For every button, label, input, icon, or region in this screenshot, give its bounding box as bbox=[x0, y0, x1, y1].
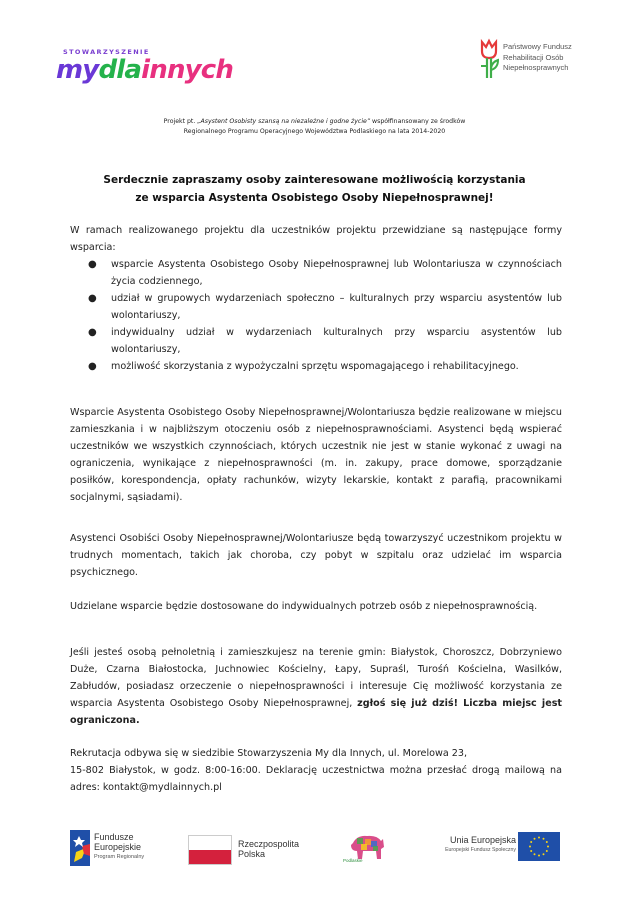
bullet-icon: ● bbox=[88, 293, 97, 304]
logo-fundusze-europejskie: Fundusze Europejskie Program Regionalny bbox=[70, 830, 90, 870]
support-list bbox=[70, 256, 562, 375]
eu-flag-icon bbox=[518, 832, 560, 861]
tulip-icon bbox=[478, 38, 500, 80]
bullet-icon: ● bbox=[88, 361, 97, 372]
contact-email-link[interactable]: kontakt@mydlainnych.pl bbox=[102, 782, 222, 793]
bison-icon bbox=[343, 833, 388, 861]
list-item: ● wsparcie Asystenta Osobistego Osoby Niepełnosprawnej lub Wolontariusza w czynnościach życia codziennego, bbox=[70, 256, 562, 290]
footer-logos: Fundusze Europejskie Program Regionalny Rzeczpospolita Polska Podlaskie Unia Europejska Europejski Fundusz Społeczny bbox=[0, 825, 629, 875]
logo-subtitle: STOWARZYSZENIE bbox=[63, 48, 150, 56]
intro-section bbox=[70, 222, 562, 375]
poland-flag-icon bbox=[188, 835, 232, 865]
intro-text: W ramach realizowanego projektu dla uczestników projektu przewidziane są następujące formy wsparcia: bbox=[70, 225, 562, 253]
paragraph-individual: Udzielane wsparcie będzie dostosowane do indywidualnych potrzeb osób z niepełnosprawnością. bbox=[70, 601, 538, 612]
paragraph-support-scope: Wsparcie Asystenta Osobistego Osoby Niepełnosprawnej/Wolontariusza będzie realizowane w miejscu zamieszkania i w najbliższym otoczeniu osób z niepełnosprawnościami. Asystenci będą wspierać uczestników we wszystkich czynnościach, których uczestnik nie jest w stanie wykonać z uwagi na ograniczenia, wynikające z niepełnosprawności (m. in. zakupy, prace domowe, sporządzanie posiłków, korespondencja, opłaty rachunków, wizyty lekarskie, kontakt z parafią, pracownikami socjalnymi, sąsiadami). bbox=[70, 407, 562, 503]
paragraph-recruitment: Rekrutacja odbywa się w siedzibie Stowarzyszenia My dla Innych, ul. Morelowa 23, 15-802 Białystok, w godz. 8:00-16:00. Deklarację uczestnictwa można przesłać drogą mailową na adres: kontakt@mydlainnych.pl bbox=[70, 748, 562, 793]
bullet-icon: ● bbox=[88, 259, 97, 270]
bullet-icon: ● bbox=[88, 327, 97, 338]
logo-pfron bbox=[478, 38, 572, 84]
pfron-name: Państwowy Fundusz Rehabilitacji Osób Niepełnosprawnych bbox=[503, 42, 572, 72]
logo-podlaskie: Podlaskie bbox=[343, 833, 388, 867]
list-item: ● indywidualny udział w wydarzeniach kulturalnych przy wsparciu asystentów lub wolontariuszy, bbox=[70, 324, 562, 358]
paragraph-eligibility: Jeśli jesteś osobą pełnoletnią i zamieszkujesz na terenie gmin: Białystok, Choroszcz, Dobrzyniewo Duże, Czarna Białostocka, Juchnowiec Kościelny, Łapy, Supraśl, Turośń Kościelna, Wasilków, Zabłudów, posiadasz orzeczenie o niepełnosprawności i interesuje Cię możliwość korzystania ze wsparcia Asystenta Osobistego Osoby Niepełnosprawnej, zgłoś się już dziś! Liczba miejsc jest ograniczona. bbox=[70, 647, 562, 726]
fe-flag-icon bbox=[70, 830, 90, 866]
list-item: ● możliwość skorzystania z wypożyczalni sprzętu wspomagającego i rehabilitacyjnego. bbox=[70, 358, 562, 375]
logo-wordmark: mydlainnych bbox=[56, 55, 234, 85]
paragraph-assistants: Asystenci Osobiści Osoby Niepełnosprawnej/Wolontariusze będą towarzyszyć uczestnikom projektu w trudnych momentach, takich jak choroba, czy pobyt w szpitalu oraz udzielać im wsparcia psychicznego. bbox=[70, 533, 562, 578]
page-headline: Serdecznie zapraszamy osoby zainteresowane możliwością korzystania ze wsparcia Asystenta Osobistego Osoby Niepełnosprawnej! bbox=[103, 174, 526, 204]
list-item: ● udział w grupowych wydarzeniach społeczno – kulturalnych przy wsparciu asystentów lub wolontariuszy, bbox=[70, 290, 562, 324]
project-title: „Asystent Osobisty szansą na niezależne i godne życie” bbox=[197, 118, 371, 125]
project-note: Projekt pt. „Asystent Osobisty szansą na niezależne i godne życie” współfinansowany ze środków Regionalnego Programu Operacyjnego Województwa Podlaskiego na lata 2014-2020 bbox=[163, 118, 466, 135]
call-to-action: zgłoś się już dziś! Liczba miejsc jest ograniczona. bbox=[70, 698, 562, 726]
